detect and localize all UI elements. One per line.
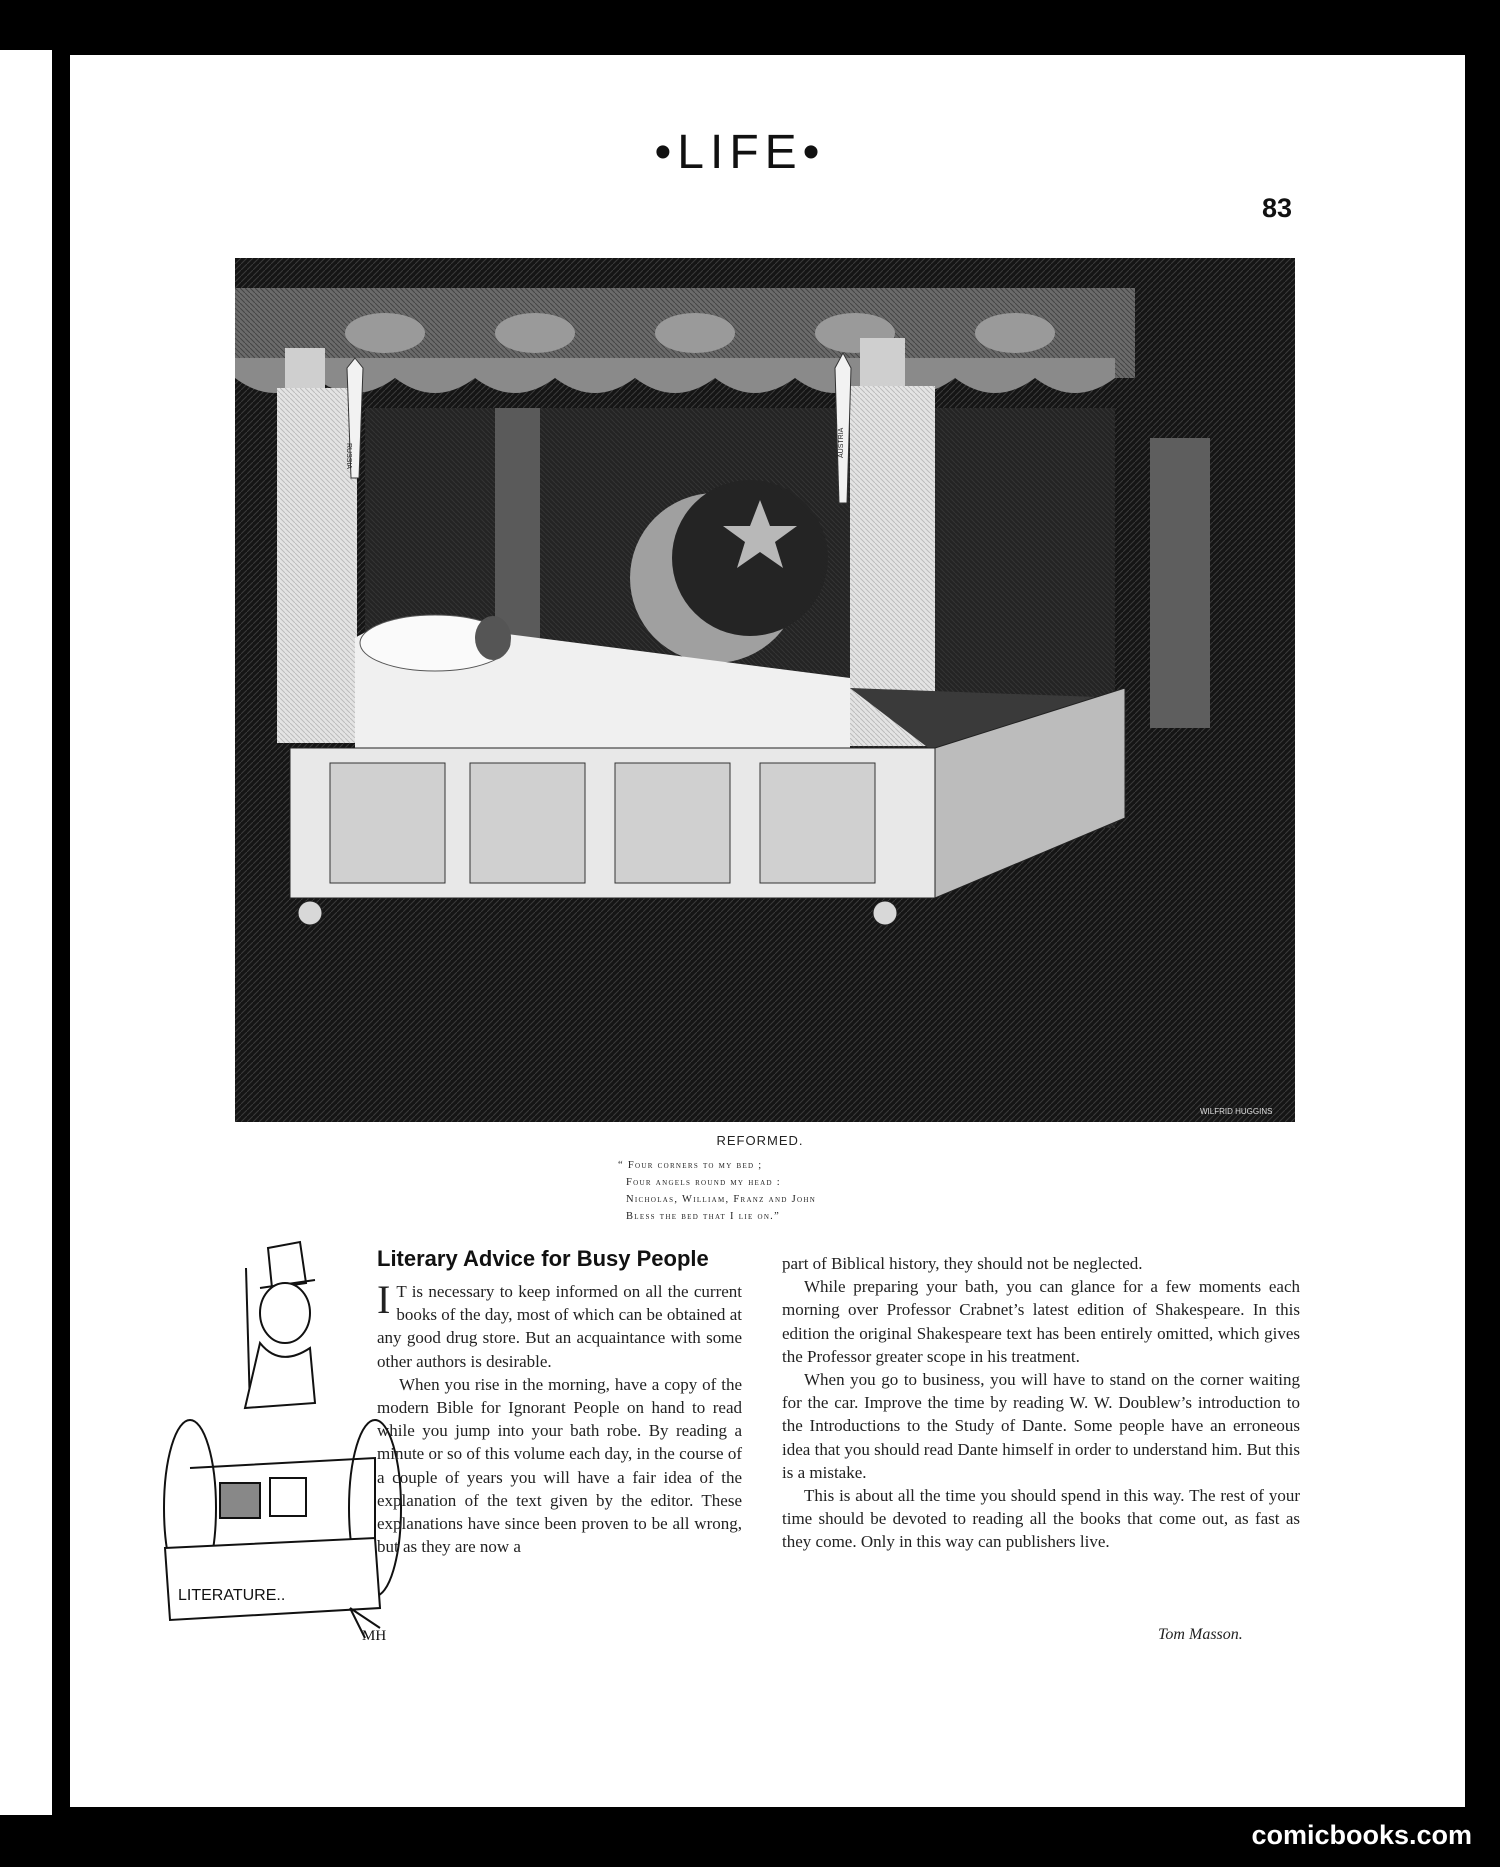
facing-page-edge [0, 50, 58, 1815]
rear-angel-figure-right [1150, 438, 1210, 728]
article-paragraph: When you go to business, you will have to stand on the corner waiting for the car. Improve the time by reading W. W. Doublew’s introduction to the Introductions to the Study of Dante. Some people have an erroneous idea that you should read Dante himself in order to understand him. But this is a mistake. [782, 1370, 1300, 1482]
drop-cap: I [377, 1277, 391, 1322]
canopy-valance [235, 288, 1135, 393]
verse-line: “ Four corners to my bed ; [618, 1160, 763, 1171]
article-paragraph: While preparing your bath, you can glance for a few moments each morning over Professor Crabnet’s latest edition of Shakespeare. In this edition the original Shakespeare text has been entirely omitted, which gives the Professor greater scope in his treatment. [782, 1277, 1300, 1366]
post-label-right: AUSTRIA [838, 427, 845, 458]
literature-cart-cartoon [150, 1228, 410, 1648]
article-headline: Literary Advice for Busy People [377, 1246, 709, 1271]
article-paragraph: part of Biblical history, they should not be neglected. [782, 1254, 1143, 1273]
masthead: •LIFE• [654, 126, 826, 179]
cart-label: LITERATURE.. [178, 1587, 286, 1604]
verse-line: Nicholas, William, Franz and John [626, 1194, 817, 1205]
article-paragraph: I T is necessary to keep informed on all the current books of the day, most of which can be obtained at any good drug store. But an acquaintance with some other authors is desirable. [377, 1277, 742, 1371]
verse-line: Bless the bed that I lie on.” [626, 1211, 781, 1222]
illustration-title: REFORMED. [716, 1133, 804, 1148]
source-watermark: comicbooks.com [1251, 1820, 1472, 1850]
cartoon-illustration [235, 258, 1295, 1122]
article-paragraph: This is about all the time you should spend in this way. The rest of your time should be devoted to reading all the books that come out, as fast as they come. Only in this way can publishers live. [782, 1486, 1300, 1552]
page-number: 83 [1262, 193, 1293, 223]
front-angel-figure-left [277, 348, 363, 743]
four-poster-bed-drawing [235, 258, 1295, 1122]
article-paragraph: When you rise in the morning, have a copy of the modern Bible for Ignorant People on hand to read while you jump into your bath robe. By reading a minute or so of this volume each day, in the course of a couple of years you will have a fair idea of the explanation of the text given by the editor. These explanations have since been proven to be all wrong, but as they are now a [377, 1374, 742, 1557]
author-signature: Tom Masson. [1158, 1626, 1243, 1643]
post-label-left: RUSSIA [345, 443, 352, 470]
artist-signature: WILFRID HUGGINS [1200, 1107, 1273, 1116]
article-column-2 [782, 1252, 1300, 1554]
illustration-verse [618, 1157, 938, 1225]
article-column-1 [377, 1277, 742, 1558]
cartoonist-monogram: MH [362, 1628, 387, 1644]
verse-line: Four angels round my head : [626, 1177, 781, 1188]
rear-angel-figure-left [495, 408, 540, 638]
man-with-book-cart-drawing [150, 1228, 410, 1648]
